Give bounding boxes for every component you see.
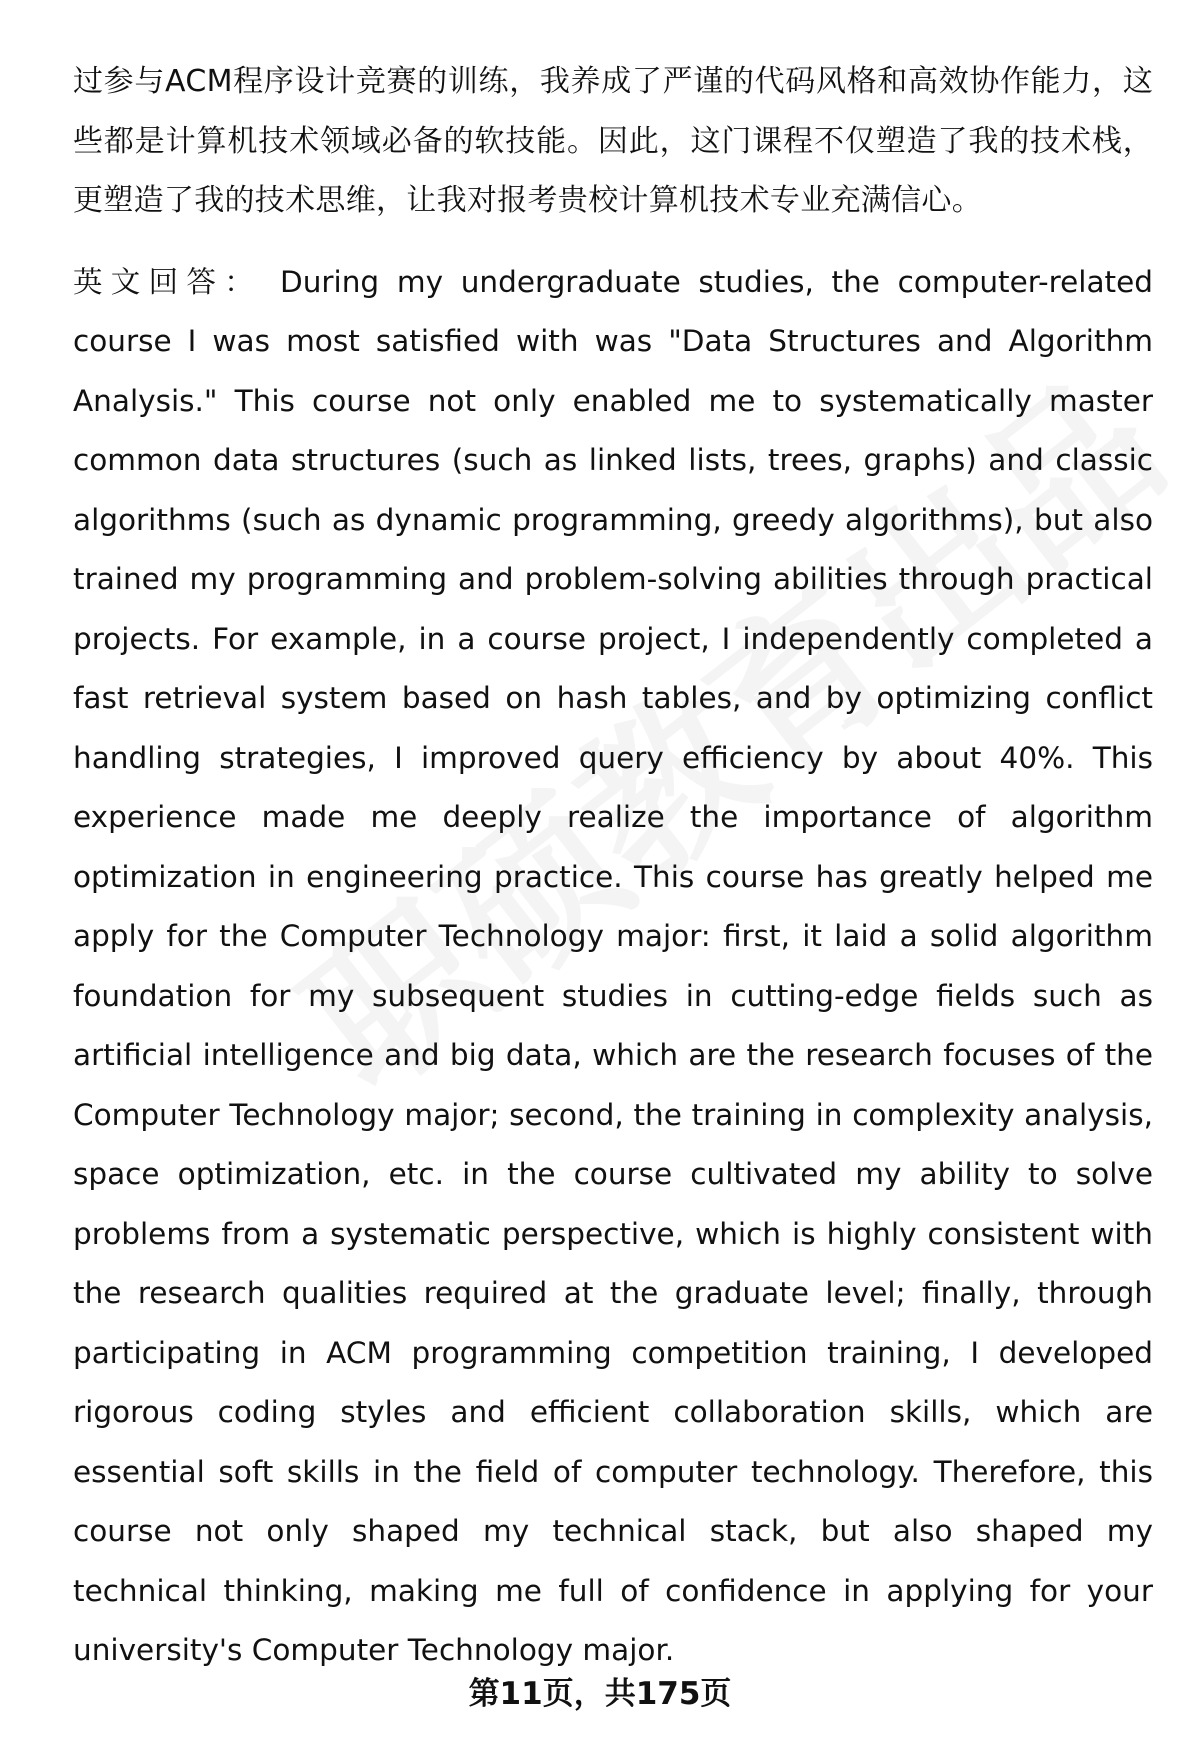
english-answer-paragraph [73,253,1153,1681]
chinese-paragraph: 过参与ACM程序设计竞赛的训练，我养成了严谨的代码风格和高效协作能力，这些都是计算机技术领域必备的软技能。因此，这门课程不仅塑造了我的技术栈，更塑造了我的技术思维，让我对报考贵校计算机技术专业充满信心。 [73,64,1153,218]
english-answer-label: 英文回答： [73,264,262,299]
english-answer-text: During my undergraduate studies, the computer-related course I was most satisfied with was "Data Structures and Algorithm Analysis." This course not only enabled me to systematically master common data structures (such as linked lists, trees, graphs) and classic algorithms (such as dynamic programming, greedy algorithms), but also trained my programming and problem-solving abilities through practical projects. For example, in a course project, I independently completed a fast retrieval system based on hash tables, and by optimizing conflict handling strategies, I improved query efficiency by about 40%. This experience made me deeply realize the importance of algorithm optimization in engineering practice. This course has greatly helped me apply for the Computer Technology major: first, it laid a solid algorithm foundation for my subsequent studies in cutting-edge fields such as artificial intelligence and big data, which are the research focuses of the Computer Technology major; second, the training in complexity analysis, space optimization, etc. in the course cultivated my ability to solve problems from a systematic perspective, which is highly consistent with the research qualities required at the graduate level; finally, through participating in ACM programming competition training, I developed rigorous coding styles and efficient collaboration skills, which are essential soft skills in the field of computer technology. Therefore, this course not only shaped my technical stack, but also shaped my technical thinking, making me full of confidence in applying for your university's Computer Technology major. [73,264,1153,1667]
page-number: 第11页，共175页 [468,1676,732,1712]
page-content [73,52,1153,1681]
